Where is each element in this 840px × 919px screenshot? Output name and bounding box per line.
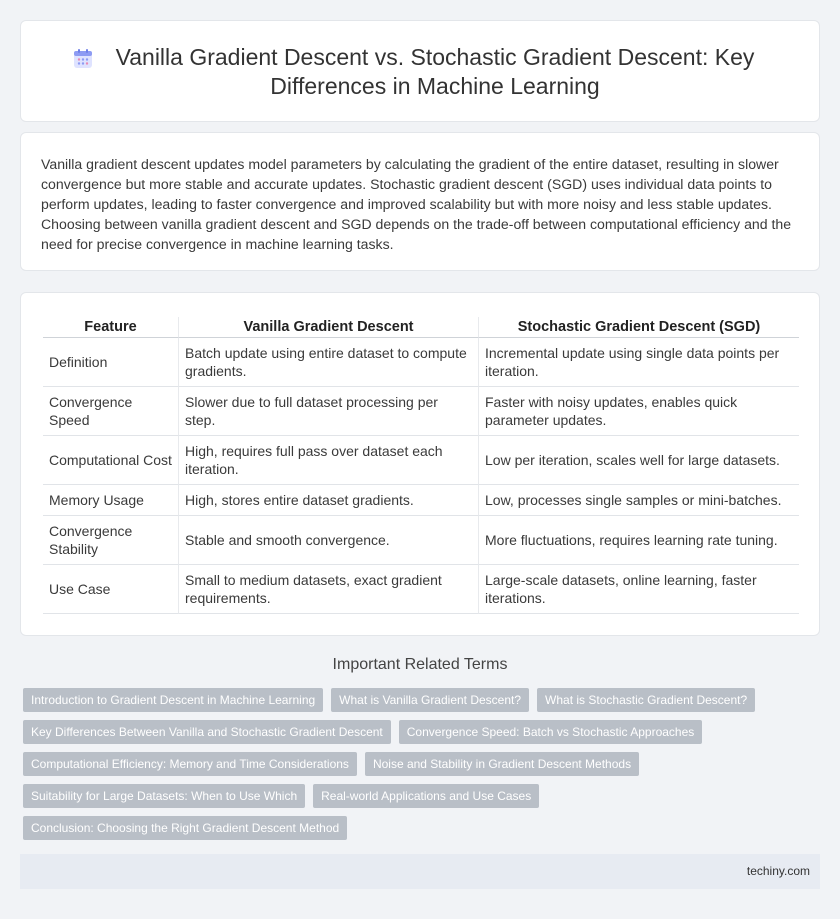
table-row <box>43 338 799 387</box>
sgd-cell: More fluctuations, requires learning rate tuning. <box>479 516 799 565</box>
header-feature: Feature <box>43 317 179 338</box>
related-term-link[interactable]: Computational Efficiency: Memory and Time Considerations <box>23 752 357 776</box>
vanilla-cell: High, requires full pass over dataset each iteration. <box>179 436 479 485</box>
table-row <box>43 436 799 485</box>
footer-bar <box>20 854 820 889</box>
title-card <box>20 20 820 122</box>
comparison-table <box>43 317 799 614</box>
table-row <box>43 485 799 516</box>
related-term-link[interactable]: Noise and Stability in Gradient Descent Methods <box>365 752 639 776</box>
table-row <box>43 565 799 614</box>
related-term-link[interactable]: Real-world Applications and Use Cases <box>313 784 539 808</box>
related-term-link[interactable]: Introduction to Gradient Descent in Machine Learning <box>23 688 323 712</box>
feature-cell: Definition <box>43 338 179 387</box>
footer-brand[interactable]: techiny.com <box>746 864 810 878</box>
related-terms-list <box>23 688 813 840</box>
sgd-cell: Low, processes single samples or mini-batches. <box>479 485 799 516</box>
page-title: Vanilla Gradient Descent vs. Stochastic Gradient Descent: Key Differences in Machine Learning <box>115 44 755 99</box>
header-vanilla: Vanilla Gradient Descent <box>179 317 479 338</box>
feature-cell: Convergence Stability <box>43 516 179 565</box>
vanilla-cell: Slower due to full dataset processing per step. <box>179 387 479 436</box>
vanilla-cell: Batch update using entire dataset to compute gradients. <box>179 338 479 387</box>
sgd-cell: Incremental update using single data points per iteration. <box>479 338 799 387</box>
vanilla-cell: Small to medium datasets, exact gradient requirements. <box>179 565 479 614</box>
header-sgd: Stochastic Gradient Descent (SGD) <box>479 317 799 338</box>
vanilla-cell: High, stores entire dataset gradients. <box>179 485 479 516</box>
related-term-link[interactable]: What is Stochastic Gradient Descent? <box>537 688 755 712</box>
feature-cell: Memory Usage <box>43 485 179 516</box>
related-term-link[interactable]: Suitability for Large Datasets: When to Use Which <box>23 784 305 808</box>
vanilla-cell: Stable and smooth convergence. <box>179 516 479 565</box>
table-header-row <box>43 317 799 338</box>
related-term-link[interactable]: Key Differences Between Vanilla and Stochastic Gradient Descent <box>23 720 391 744</box>
comparison-card <box>20 292 820 636</box>
feature-cell: Computational Cost <box>43 436 179 485</box>
related-term-link[interactable]: Convergence Speed: Batch vs Stochastic Approaches <box>399 720 703 744</box>
related-terms-heading: Important Related Terms <box>332 656 508 673</box>
sgd-cell: Large-scale datasets, online learning, faster iterations. <box>479 565 799 614</box>
sgd-cell: Low per iteration, scales well for large datasets. <box>479 436 799 485</box>
intro-paragraph: Vanilla gradient descent updates model parameters by calculating the gradient of the entire dataset, resulting in slower convergence but more stable and accurate updates. Stochastic gradient descent (SGD) uses individual data points to perform updates, leading to faster convergence and improved scalability but with more noisy and less stable updates. Choosing between vanilla gradient descent and SGD depends on the trade-off between computational efficiency and the need for precise convergence in machine learning tasks. <box>41 156 792 252</box>
related-term-link[interactable]: What is Vanilla Gradient Descent? <box>331 688 529 712</box>
table-row <box>43 516 799 565</box>
intro-card <box>20 132 820 271</box>
sgd-cell: Faster with noisy updates, enables quick parameter updates. <box>479 387 799 436</box>
related-term-link[interactable]: Conclusion: Choosing the Right Gradient Descent Method <box>23 816 347 840</box>
table-row <box>43 387 799 436</box>
feature-cell: Use Case <box>43 565 179 614</box>
feature-cell: Convergence Speed <box>43 387 179 436</box>
